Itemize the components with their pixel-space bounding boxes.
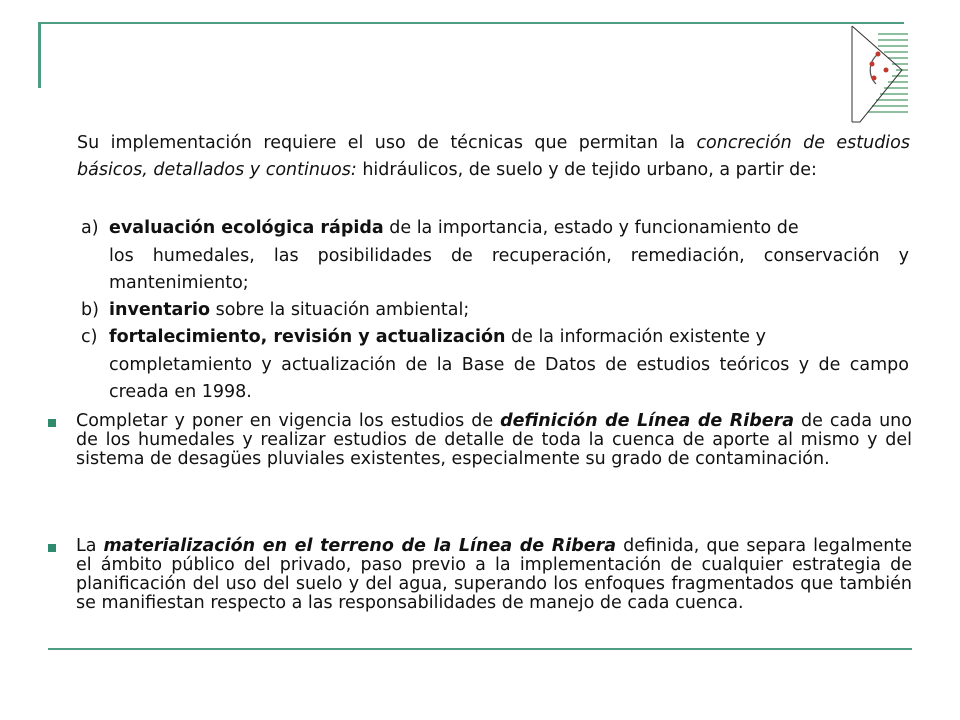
bullet-2-text-2: definida, que separa legalmente el ámbito público del privado, paso previo a la implementación de cualquier estrategia de planificación del uso del suelo y del agua, superando los enfoques fragmentados que también se manifiestan respecto a las responsabilidades de manejo de cada cuenca. <box>76 536 912 613</box>
item-b-bold: inventario <box>109 300 211 320</box>
left-rule <box>38 22 41 88</box>
bullet-2-text <box>76 537 912 613</box>
logo-icon <box>848 24 912 124</box>
item-b-label: b) <box>81 300 99 320</box>
item-a-cont: los humedales, las posibilidades de recuperación, remediación, conservación y mantenimiento; <box>109 245 909 293</box>
intro-text-2: hidráulicos, de suelo y de tejido urbano, a partir de: <box>356 160 817 180</box>
item-a-bold: evaluación ecológica rápida <box>109 218 384 238</box>
bullet-1-text-1: Completar y poner en vigencia los estudios de <box>76 411 501 431</box>
item-c-bold: fortalecimiento, revisión y actualización <box>109 327 506 347</box>
bullet-1-emphasis: definición de Línea de Ribera <box>500 411 795 431</box>
bullet-2-text-1: La <box>76 536 104 556</box>
intro-emphasis: concreción de estudios básicos, detallados y continuos: <box>77 133 910 180</box>
item-c-label: c) <box>81 327 98 347</box>
item-c <box>81 324 909 407</box>
bullet-1-text-2: de cada uno de los humedales y realizar estudios de detalle de toda la cuenca de aporte al mismo y del sistema de desagües pluviales existentes, especialmente su grado de contaminación. <box>76 411 912 469</box>
item-b-rest: sobre la situación ambiental; <box>210 300 470 320</box>
item-a-rest: de la importancia, estado y funcionamiento de <box>383 218 799 238</box>
item-a-label: a) <box>81 218 99 238</box>
bottom-rule <box>48 648 912 650</box>
item-b <box>81 297 909 325</box>
item-a <box>81 215 909 298</box>
top-rule <box>40 22 904 24</box>
item-c-rest: de la información existente y <box>505 327 766 347</box>
intro-paragraph <box>77 130 910 184</box>
bullet-1-text <box>76 412 912 469</box>
intro-text-1: Su implementación requiere el uso de técnicas que permitan la <box>77 133 697 153</box>
bullet-square-icon <box>48 419 56 427</box>
bullet-2-emphasis: materialización en el terreno de la Línea de Ribera <box>103 536 617 556</box>
bullet-square-icon <box>48 544 56 552</box>
item-c-cont: completamiento y actualización de la Base de Datos de estudios teóricos y de campo creada en 1998. <box>109 354 909 402</box>
